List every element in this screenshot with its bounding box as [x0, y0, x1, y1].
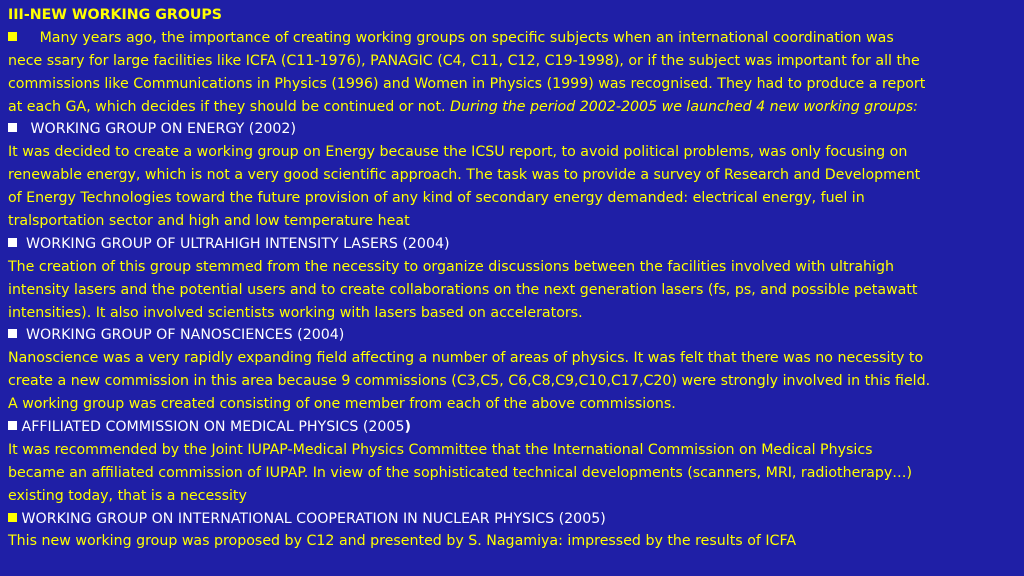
group-heading-medical-physics: AFFILIATED COMMISSION ON MEDICAL PHYSICS (2005) [8, 416, 1016, 439]
group-text-line: create a new commission in this area because 9 commissions (C3,C5, C6,C8,C9,C10,C17,C20) were strongly involved in this field. [8, 373, 931, 390]
intro-line-4: at each GA, which decides if they should be continued or not. During the period 2002-2005 we launched 4 new working groups: [8, 98, 918, 115]
group-heading-nanosciences: WORKING GROUP OF NANOSCIENCES (2004) [8, 324, 1016, 347]
white-square-bullet-icon [8, 123, 17, 132]
intro-line-2: nece ssary for large facilities like ICFA (C11-1976), PANAGIC (C4, C11, C12, C19-1998), or if the subject was important for all the [8, 52, 920, 69]
group-text-line: This new working group was proposed by C12 and presented by S. Nagamiya: impressed by the results of ICFA [8, 533, 797, 550]
white-square-bullet-icon [8, 329, 17, 338]
white-square-bullet-icon [8, 421, 17, 430]
group-text-line: became an affiliated commission of IUPAP. In view of the sophisticated technical developments (scanners, MRI, radiotherapy…) [8, 464, 912, 481]
group-text-line: renewable energy, which is not a very good scientific approach. The task was to provide a survey of Research and Development [8, 167, 921, 184]
intro-line-3: commissions like Communications in Physics (1996) and Women in Physics (1999) was recognised. They had to produce a report [8, 75, 926, 92]
group-heading-energy: WORKING GROUP ON ENERGY (2002) [8, 118, 1016, 141]
group-text-line: intensities). It also involved scientists working with lasers based on accelerators. [8, 304, 583, 321]
group-text-line: A working group was created consisting of one member from each of the above commissions. [8, 396, 676, 413]
yellow-square-bullet-icon [8, 32, 17, 41]
intro-line-1: Many years ago, the importance of creating working groups on specific subjects when an international coordination was [8, 27, 1016, 50]
group-heading-nuclear-physics: WORKING GROUP ON INTERNATIONAL COOPERATION IN NUCLEAR PHYSICS (2005) [8, 508, 1016, 531]
slide-content [8, 4, 1016, 553]
yellow-square-bullet-icon [8, 513, 17, 522]
group-text-line: The creation of this group stemmed from the necessity to organize discussions between the facilities involved with ultrahigh [8, 258, 894, 275]
group-text-line: It was recommended by the Joint IUPAP-Medical Physics Committee that the International Commission on Medical Physics [8, 441, 873, 458]
slide-title: III-NEW WORKING GROUPS [8, 7, 223, 23]
group-text-line: It was decided to create a working group on Energy because the ICSU report, to avoid political problems, was only focusing on [8, 144, 908, 161]
group-text-line: existing today, that is a necessity [8, 487, 247, 504]
group-text-line: Nanoscience was a very rapidly expanding field affecting a number of areas of physics. It was felt that there was no necessity to [8, 350, 924, 367]
group-text-line: intensity lasers and the potential users and to create collaborations on the next generation lasers (fs, ps, and possible petawatt [8, 281, 918, 298]
group-heading-lasers: WORKING GROUP OF ULTRAHIGH INTENSITY LASERS (2004) [8, 233, 1016, 256]
group-text-line: of Energy Technologies toward the future provision of any kind of secondary energy demanded: electrical energy, fuel in [8, 190, 865, 207]
white-square-bullet-icon [8, 238, 17, 247]
intro-italic-note: During the period 2002-2005 we launched 4 new working groups: [450, 98, 918, 115]
group-text-line: tralsportation sector and high and low temperature heat [8, 213, 410, 230]
